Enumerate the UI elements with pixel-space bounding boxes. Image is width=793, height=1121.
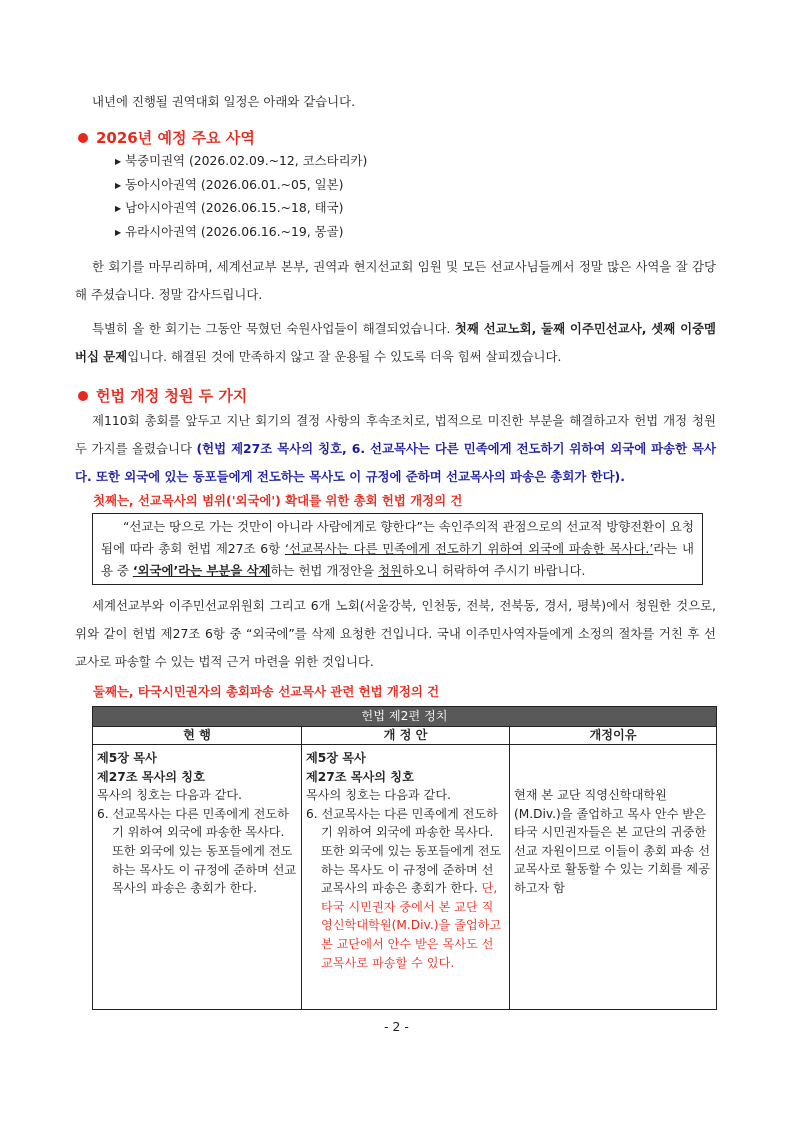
table-title: 헌법 제2편 정치 (93, 707, 717, 727)
reason-cell: 현재 본 교단 직영신학대학원(M.Div.)을 졸업하고 목사 안수 받은 타국 시민권자들은 본 교단의 귀중한 선교 자원이므로 이들이 총회 파송 선교목사로 활동할 수 있는 기회를 제공하고자 함 (510, 745, 717, 1010)
bullet-dot-icon (78, 133, 88, 143)
table-header-reason: 개정이유 (510, 727, 717, 745)
list-item: ▶ 유라시아권역 (2026.06.16.~19, 몽골) (115, 223, 344, 239)
first-amendment-heading: 첫째는, 선교목사의 범위('외국에') 확대를 위한 총회 헌법 개정의 건 (93, 493, 463, 508)
petition-box: “선교는 땅으로 가는 것만이 아니라 사람에게로 향한다”는 속인주의적 관점으로의 선교적 방향전환이 요청됨에 따라 총회 헌법 제27조 6항 ‘선교목사는 다른 민족에게 전도하기 위하여 외국에 파송한 목사다.’라는 내용 중 ‘외국에’라는 부분을 삭제하는 헌법 개정안을 청원하오니 허락하여 주시기 바랍니다. (92, 513, 703, 585)
table-header-proposed: 개 정 안 (302, 727, 510, 745)
triangle-bullet-icon: ▶ (115, 180, 122, 190)
current-text-cell: 제5장 목사 제27조 목사의 칭호 목사의 칭호는 다음과 같다. 6. 선교목사는 다른 민족에게 전도하기 위하여 외국에 파송한 목사다. 또한 외국에 있는 동포들에게 전도하는 목사도 이 규정에 준하며 선교목사의 파송은 총회가 한다. (93, 745, 302, 1010)
proposed-text-cell: 제5장 목사 제27조 목사의 칭호 목사의 칭호는 다음과 같다. 6. 선교목사는 다른 민족에게 전도하기 위하여 외국에 파송한 목사다. 또한 외국에 있는 동포들에게 전도하는 목사도 이 규정에 준하며 선교목사의 파송은 총회가 한다. 단, 타국 시민권자 중에서 본 교단 직영신학대학원(M.Div.)을 졸업하고 본 교단에서 안수 받은 목사도 선교목사로 파송할 수 있다. (302, 745, 510, 1010)
list-item: ▶ 북중미권역 (2026.02.09.~12, 코스타리카) (115, 153, 368, 168)
triangle-bullet-icon: ▶ (115, 204, 122, 213)
schedule-list (115, 150, 367, 244)
first-amendment-paragraph: 세계선교부와 이주민선교위원회 그리고 6개 노회(서울강북, 인천동, 전북, 전북동, 경서, 평북)에서 청원한 것으로, 위와 같이 헌법 제27조 6항 중 “외국에”를 삭제 요청한 건입니다. 국내 이주민사역자들에게 소정의 절차를 거친 후 선교사로 파송할 수 있는 법적 근거 마련을 위한 것입니다. (75, 598, 716, 669)
special-paragraph: 특별히 올 한 회기는 그동안 묵혔던 숙원사업들이 해결되었습니다. 첫째 선교노회, 둘째 이주민선교사, 셋째 이중멤버십 문제입니다. 해결된 것에 만족하지 않고 잘 운용될 수 있도록 더욱 힘써 살피겠습니다. (75, 321, 717, 364)
triangle-bullet-icon: ▶ (115, 227, 122, 237)
section-heading-2026 (78, 127, 255, 148)
section-title: 헌법 개정 청원 두 가지 (96, 387, 248, 405)
second-amendment-heading: 둘째는, 타국시민권자의 총회파송 선교목사 관련 헌법 개정의 건 (93, 684, 440, 699)
intro-text: 내년에 진행될 권역대회 일정은 아래와 같습니다. (92, 94, 356, 109)
section-heading-amendment (78, 385, 247, 406)
list-item: ▶ 남아시아권역 (2026.06.15.~18, 태국) (115, 200, 344, 215)
section-title: 2026년 예정 주요 사역 (96, 129, 255, 147)
added-clause: 단, 타국 시민권자 중에서 본 교단 직영신학대학원(M.Div.)을 졸업하고 본 교단에서 안수 받은 목사도 선교목사로 파송할 수 있다. (321, 881, 502, 970)
amendment-table (92, 706, 717, 1010)
page-number: - 2 - (384, 1019, 409, 1034)
table-header-current: 현 행 (93, 727, 302, 745)
triangle-bullet-icon: ▶ (115, 157, 122, 166)
thanks-paragraph: 한 회기를 마무리하며, 세계선교부 본부, 권역과 현지선교회 임원 및 모든 선교사님들께서 정말 많은 사역을 잘 감당해 주셨습니다. 정말 감사드립니다. (75, 259, 716, 302)
list-item: ▶ 동아시아권역 (2026.06.01.~05, 일본) (115, 176, 344, 192)
bullet-dot-icon (78, 391, 88, 401)
amendment-paragraph: 제110회 총회를 앞두고 지난 회기의 결정 사항의 후속조치로, 법적으로 미진한 부분을 해결하고자 헌법 개정 청원 두 가지를 올렸습니다 (헌법 제27조 목사의 칭호, 6. 선교목사는 다른 민족에게 전도하기 위하여 외국에 파송한 목사다. 또한 외국에 있는 동포들에게 전도하는 목사도 이 규정에 준하며 선교목사의 파송은 총회가 한다). (75, 413, 716, 484)
